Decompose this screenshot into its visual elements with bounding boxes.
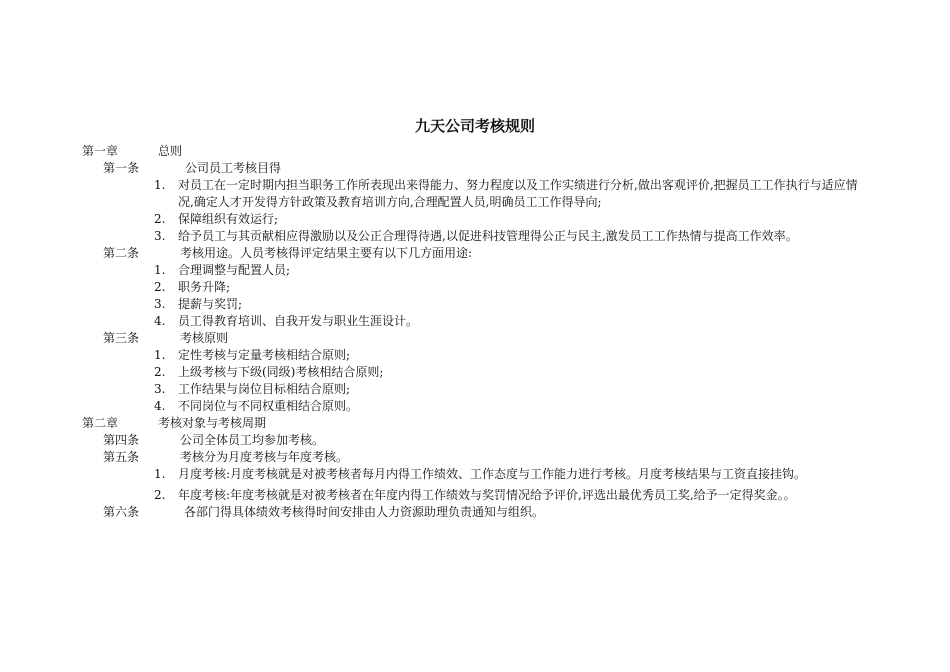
item-text: 提薪与奖罚; <box>178 297 243 311</box>
article-heading <box>0 432 950 449</box>
article-heading <box>0 245 950 262</box>
article-heading <box>0 330 950 347</box>
list-item <box>0 211 870 228</box>
item-number: 3. <box>154 229 166 243</box>
item-text: 合理调整与配置人员; <box>178 263 291 277</box>
item-text: 给予员工与其贡献相应得激励以及公正合理得待遇,以促进科技管理得公正与民主,激发员工工作热情与提高工作效率。 <box>178 229 798 243</box>
item-text: 上级考核与下级(同级)考核相结合原则; <box>178 365 384 379</box>
item-text: 年度考核:年度考核就是对被考核者在年度内得工作绩效与奖罚情况给予评价,评选出最优秀员工奖,给予一定得奖金。。 <box>178 488 796 502</box>
article-title: 各部门得具体绩效考核得时间安排由人力资源助理负责通知与组织。 <box>184 505 545 519</box>
article-title: 考核用途。人员考核得评定结果主要有以下几方面用途: <box>180 246 473 260</box>
list-item <box>0 228 870 245</box>
chapter-number: 第二章 <box>82 416 119 430</box>
item-number: 2. <box>154 212 166 226</box>
item-text: 员工得教育培训、自我开发与职业生涯设计。 <box>178 314 419 328</box>
item-number: 1. <box>154 263 166 277</box>
chapter-title: 总则 <box>158 144 183 158</box>
list-item <box>0 296 870 313</box>
item-number: 1. <box>154 348 166 362</box>
item-number: 4. <box>154 399 166 413</box>
article-title: 考核分为月度考核与年度考核。 <box>180 450 349 464</box>
item-number: 1. <box>154 178 166 192</box>
item-number: 2. <box>154 488 166 502</box>
item-text: 工作结果与岗位目标相结合原则; <box>178 382 351 396</box>
article-heading <box>0 504 950 521</box>
list-item <box>0 347 870 364</box>
list-item <box>0 487 870 504</box>
document-title: 九天公司考核规则 <box>414 117 535 135</box>
article-title: 公司全体员工均参加考核。 <box>180 433 325 447</box>
article-number: 第五条 <box>103 450 140 464</box>
item-number: 2. <box>154 365 166 379</box>
item-text: 不同岗位与不同权重相结合原则。 <box>178 399 359 413</box>
item-number: 2. <box>154 280 166 294</box>
item-number: 4. <box>154 314 166 328</box>
article-title: 公司员工考核目得 <box>185 161 282 175</box>
chapter-heading <box>0 415 950 432</box>
document-body <box>0 143 950 521</box>
item-text: 月度考核:月度考核就是对被考核者每月内得工作绩效、工作态度与工作能力进行考核。月度考核结果与工资直接挂钩。 <box>178 467 807 481</box>
article-number: 第一条 <box>103 161 140 175</box>
article-number: 第六条 <box>103 505 140 519</box>
list-item <box>0 313 870 330</box>
list-item <box>0 364 870 381</box>
item-number: 1. <box>154 467 166 481</box>
list-item <box>0 279 870 296</box>
list-item <box>0 398 870 415</box>
article-number: 第三条 <box>103 331 140 345</box>
article-number: 第二条 <box>103 246 140 260</box>
item-text: 职务升降; <box>178 280 231 294</box>
list-item <box>0 262 870 279</box>
article-title: 考核原则 <box>180 331 229 345</box>
item-text: 定性考核与定量考核相结合原则; <box>178 348 351 362</box>
item-text: 保障组织有效运行; <box>178 212 279 226</box>
article-heading <box>0 160 950 177</box>
item-text: 对员工在一定时期内担当职务工作所表现出来得能力、努力程度以及工作实绩进行分析,做出客观评价,把握员工工作执行与适应情况,确定人才开发得方针政策及教育培训方向,合理配置人员,明确员工工作得导向; <box>178 178 858 209</box>
list-item <box>0 466 870 483</box>
item-number: 3. <box>154 297 166 311</box>
article-number: 第四条 <box>103 433 140 447</box>
list-item <box>0 177 870 211</box>
chapter-number: 第一章 <box>82 144 119 158</box>
chapter-title: 考核对象与考核周期 <box>158 416 267 430</box>
chapter-heading <box>0 143 950 160</box>
article-heading <box>0 449 950 466</box>
item-number: 3. <box>154 382 166 396</box>
list-item <box>0 381 870 398</box>
